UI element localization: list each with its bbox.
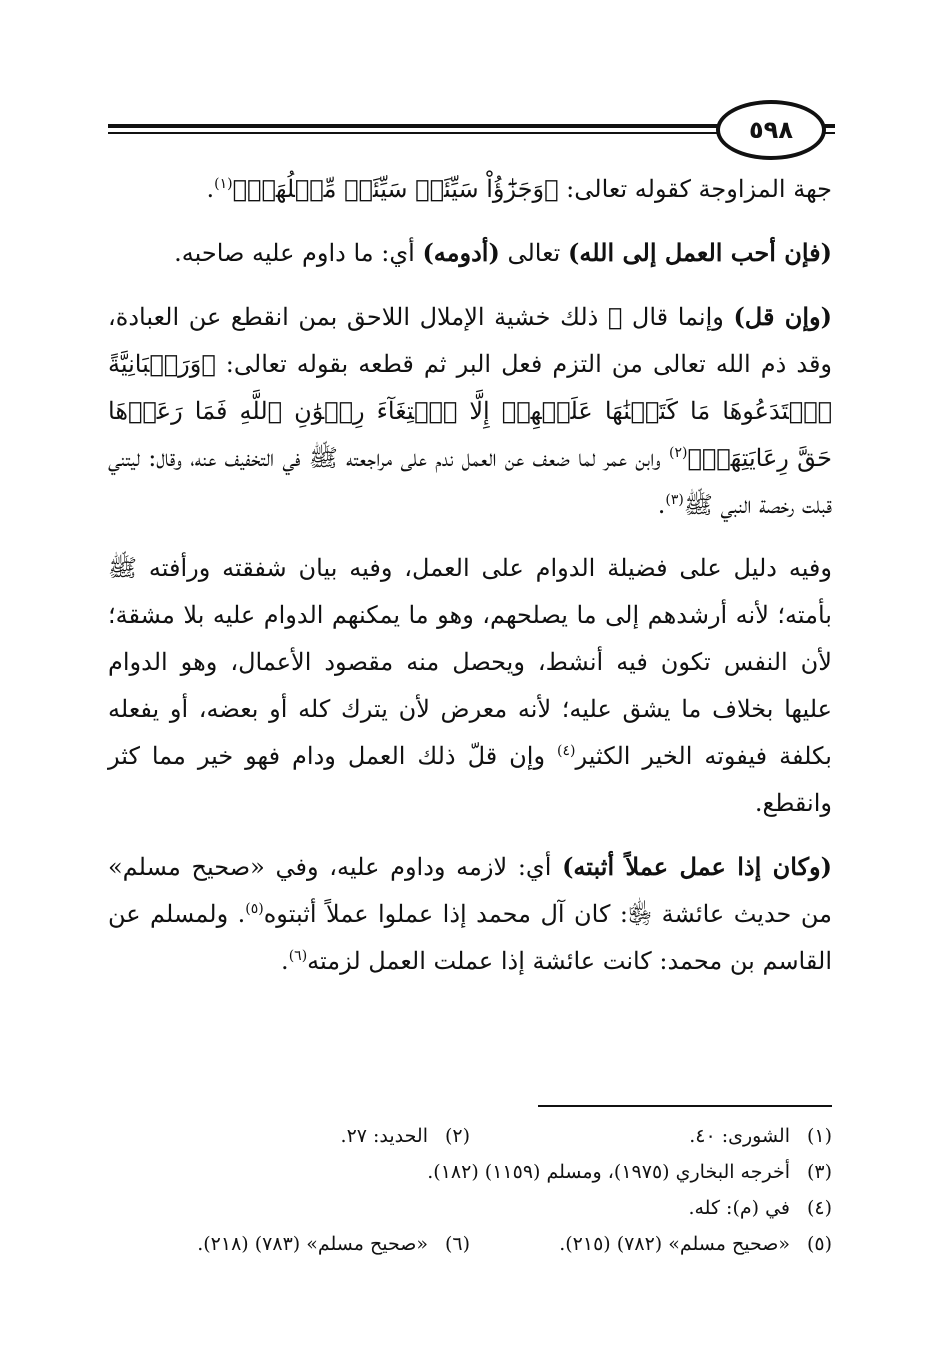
- paragraph-5: [108, 843, 832, 985]
- paragraph-text: وإن قلّ ذلك العمل ودام فهو خير مما كثر وانقطع.: [108, 742, 832, 817]
- footnote-text: الحديد: ٢٧.: [340, 1125, 428, 1147]
- paragraph-text: . ولمسلم عن القاسم بن محمد: كانت عائشة إذا عملت العمل لزمته: [108, 900, 832, 975]
- footnote-number: (٥): [806, 1233, 832, 1255]
- footnote-ref: (١): [214, 176, 233, 192]
- footnote-5: [470, 1226, 832, 1262]
- footnote-2: [108, 1118, 470, 1154]
- bold-lemma: (وكان إذا عمل عملاً أثبته): [562, 852, 832, 881]
- footnote-3: [108, 1154, 832, 1190]
- footnote-ref: (٣): [665, 492, 684, 508]
- page-number-badge: [716, 100, 826, 160]
- footnote-ref: (٤): [557, 743, 576, 759]
- footnote-number: (١): [806, 1125, 832, 1147]
- footnote-number: (٦): [444, 1233, 470, 1255]
- paragraph-end: .: [206, 175, 215, 203]
- paragraph-end: .: [281, 947, 289, 975]
- footnote-text: الشورى: ٤٠.: [689, 1125, 790, 1147]
- header-rule-thick: [108, 124, 718, 128]
- bold-lemma: (أدومه): [422, 238, 500, 267]
- paragraph-end: .: [657, 491, 666, 519]
- footnote-4: [108, 1190, 832, 1226]
- footnote-number: (٤): [806, 1197, 832, 1219]
- footnote-row: [108, 1118, 832, 1154]
- footnote-ref: (٦): [288, 948, 308, 964]
- footnote-6: [108, 1226, 470, 1262]
- footnote-ref: (٢): [668, 445, 688, 461]
- header-rule-right-thick: [825, 124, 835, 128]
- paragraph-1: [108, 166, 832, 213]
- paragraph-text: وإنما قال ﷺ ذلك خشية الإملال اللاحق بمن انقطع عن العبادة، وقد ذم الله تعالى من التزم فعل البر ثم قطعه بقوله تعالى:: [108, 303, 832, 378]
- footnote-separator: [538, 1105, 832, 1107]
- paragraph-4: [108, 545, 832, 827]
- paragraph-text: أي: ما داوم عليه صاحبه.: [174, 239, 423, 267]
- quran-quote: ﴿وَجَزَٰٓؤُاْ سَيِّئَةٖ سَيِّئَةٞ مِّثۡلُهَاۖ﴾: [232, 175, 559, 203]
- paragraph-text: وفيه دليل على فضيلة الدوام على العمل، وفيه بيان شفقته ورأفته ﷺ بأمته؛ لأنه أرشدهم إلى ما يصلحهم، وهو ما يمكنهم الدوام عليه بلا مشقة؛ لأن النفس تكون فيه أنشط، ويحصل منه مقصود الأعمال، وهو الدوام عليها بخلاف ما يشق عليه؛ لأنه معرض لأن يترك كله أو بعضه، أو يفعله بكلفة فيفوته الخير الكثير: [108, 554, 832, 770]
- quran-quote: ﴿وَرَهۡبَانِيَّةً ٱبۡتَدَعُوهَا مَا كَتَبۡنَٰهَا عَلَيۡهِمۡ إِلَّا ٱبۡتِغَآءَ رِضۡوَٰنِ ٱللَّهِ فَمَا رَعَوۡهَا حَقَّ رِعَايَتِهَاۖ﴾: [108, 350, 833, 472]
- main-text: [108, 166, 832, 985]
- paragraph-text: تعالى: [499, 239, 568, 267]
- footnote-text: «صحيح مسلم» (٧٨٢) (٢١٥).: [559, 1233, 790, 1255]
- footnote-ref: (٥): [245, 901, 264, 917]
- footnote-number: (٣): [806, 1161, 832, 1183]
- footnote-text: في (م): كله.: [688, 1197, 790, 1219]
- footnote-1: [470, 1118, 832, 1154]
- footnote-text: «صحيح مسلم» (٧٨٣) (٢١٨).: [197, 1233, 428, 1255]
- paragraph-text: جهة المزاوجة كقوله تعالى:: [558, 175, 832, 203]
- paragraph-2: [108, 229, 832, 277]
- bold-lemma: (فإن أحب العمل إلى الله): [568, 238, 832, 267]
- paragraph-text: أي: لازمه وداوم عليه، وفي «صحيح مسلم» من حديث عائشة ﵂: كان آل محمد إذا عملوا عملاً أثبتوه: [108, 853, 832, 928]
- page-number: ٥٩٨: [749, 116, 793, 144]
- footnote-row: [108, 1226, 832, 1262]
- footnote-text: أخرجه البخاري (١٩٧٥)، ومسلم (١١٥٩) (١٨٢).: [427, 1161, 790, 1183]
- paragraph-text: وابن عمر لما ضعف عن العمل ندم على مراجعته ﷺ في التخفيف عنه، وقال: ليتني قبلت رخصة النبي ﷺ: [108, 444, 832, 519]
- footnotes: [108, 1118, 832, 1262]
- header-rule-thin: [108, 132, 718, 134]
- bold-lemma: (وإن قل): [733, 302, 832, 331]
- paragraph-3: [108, 293, 832, 529]
- header-rule-right-thin: [825, 132, 835, 134]
- footnote-number: (٢): [444, 1125, 470, 1147]
